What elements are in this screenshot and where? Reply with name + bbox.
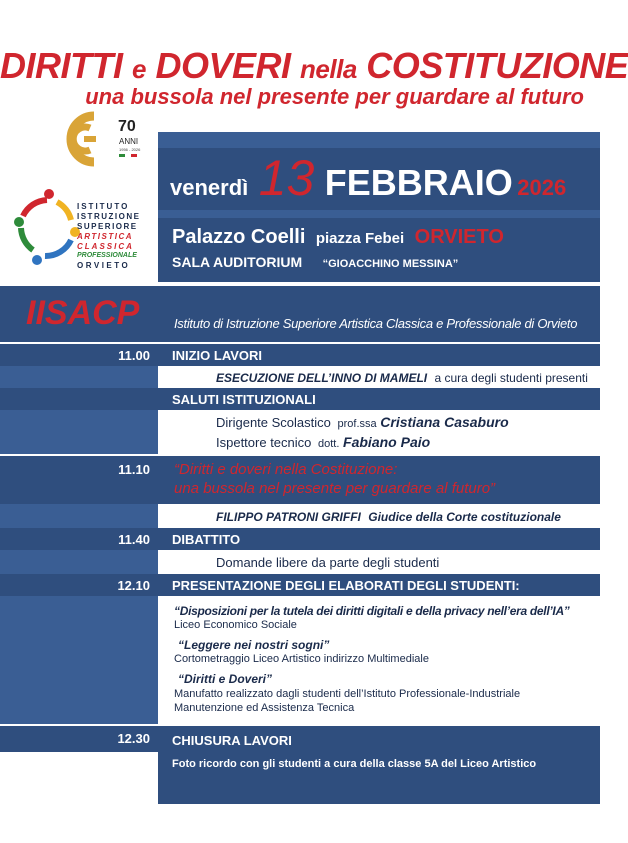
- logo-line: ISTITUTO: [77, 202, 130, 211]
- time-1140: 11.40: [118, 532, 150, 547]
- event-date: [170, 150, 566, 219]
- flag-icon: [119, 154, 137, 157]
- subtitle: una bussola nel presente per guardare al futuro: [85, 84, 584, 109]
- work3-desc-1: Manufatto realizzato dagli studenti dell’Istituto Professionale-Industriale: [174, 688, 521, 700]
- logo-line: ISTRUZIONE: [77, 212, 141, 221]
- title-word: DOVERI: [155, 45, 291, 86]
- school-full-name: Istituto di Istruzione Superiore Artistica Classica e Professionale di Orvieto: [174, 316, 578, 331]
- logo-line: ARTISTICA: [77, 232, 134, 241]
- logo-line: CLASSICA: [77, 242, 134, 251]
- school-logo: [15, 188, 160, 270]
- logo-line: SUPERIORE: [77, 222, 138, 231]
- isp-name: Fabiano Paio: [343, 434, 431, 450]
- left-strip: [0, 596, 158, 724]
- title-word: DIRITTI: [0, 45, 123, 86]
- people-circle-icon: [15, 188, 79, 270]
- logo-line: ORVIETO: [77, 261, 131, 270]
- work3-desc-2: Manutenzione ed Assistenza Tecnica: [174, 702, 355, 714]
- speaker-role: Giudice della Corte costituzionale: [368, 510, 561, 524]
- time-1100: 11.00: [118, 348, 150, 363]
- foto-text: Foto ricordo con gli studenti a cura della classe 5A del Liceo Artistico: [172, 758, 537, 770]
- inno-title: ESECUZIONE DELL’INNO DI MAMELI: [216, 371, 428, 385]
- work2-title: “Leggere nei nostri sogni”: [178, 638, 330, 652]
- speaker-name: FILIPPO PATRONI GRIFFI: [216, 510, 361, 524]
- left-strip: [0, 410, 158, 454]
- anniversary-word: ANNI: [119, 137, 139, 146]
- title-word: e: [132, 54, 146, 84]
- date-month: FEBBRAIO: [324, 162, 513, 203]
- time-1110: 11.10: [118, 462, 150, 477]
- venue-palace: Palazzo Coelli: [172, 226, 306, 248]
- cc-logo-icon: [60, 108, 116, 170]
- logo-line: PROFESSIONALE: [77, 252, 137, 259]
- venue-line2: [172, 254, 458, 272]
- domande-text: Domande libere da parte degli studenti: [216, 555, 440, 570]
- dir-name: Cristiana Casaburo: [380, 414, 509, 430]
- time-1210: 12.10: [117, 578, 150, 593]
- chiusura-label: CHIUSURA LAVORI: [172, 733, 292, 748]
- inno-note: a cura degli studenti presenti: [434, 371, 588, 385]
- anniversary-number: 70: [118, 118, 136, 135]
- dir-role: Dirigente Scolastico: [216, 415, 331, 430]
- ispettore-line: [216, 434, 430, 450]
- speaker-line: [216, 510, 561, 524]
- title-word: nella: [300, 54, 357, 84]
- isp-role: Ispettore tecnico: [216, 435, 312, 450]
- talk-title-1: “Diritti e doveri nella Costituzione:: [174, 461, 398, 478]
- left-strip: [0, 504, 158, 528]
- work1-title: “Disposizioni per la tutela dei diritti digitali e della privacy nell’era dell’IA”: [174, 604, 570, 618]
- date-day: venerdì: [170, 175, 249, 200]
- isp-title: dott.: [318, 438, 340, 450]
- date-year: 2026: [517, 175, 567, 200]
- presentazione-label: PRESENTAZIONE DEGLI ELABORATI DEGLI STUDENTI:: [172, 578, 520, 593]
- date-number: 13: [258, 150, 315, 206]
- work2-desc: Cortometraggio Liceo Artistico indirizzo Multimediale: [174, 653, 429, 665]
- title-word: COSTITUZIONE: [366, 45, 628, 86]
- venue-square: piazza Febei: [315, 230, 405, 247]
- main-title: [0, 45, 628, 89]
- dibattito-label: DIBATTITO: [172, 532, 241, 547]
- left-strip: [0, 366, 158, 388]
- dirigente-line: [216, 414, 509, 430]
- venue-hall-name: “GIOACCHINO MESSINA”: [322, 258, 459, 270]
- left-strip: [0, 550, 158, 574]
- panel-strip: [158, 132, 600, 148]
- inizio-label: INIZIO LAVORI: [172, 348, 263, 363]
- venue-hall: SALA AUDITORIUM: [172, 254, 303, 270]
- time-1230: 12.30: [117, 731, 150, 746]
- dir-title: prof.ssa: [337, 418, 377, 430]
- venue-line1: [172, 226, 504, 249]
- anniversary-logo: [60, 108, 160, 170]
- school-acronym: IISACP: [26, 294, 140, 332]
- anniversary-years: 1956 - 2026: [119, 147, 141, 152]
- work1-desc: Liceo Economico Sociale: [174, 619, 297, 631]
- venue-city: ORVIETO: [414, 226, 504, 248]
- work3-title: “Diritti e Doveri”: [178, 672, 273, 686]
- inno-line: [216, 371, 588, 385]
- saluti-label: SALUTI ISTITUZIONALI: [172, 392, 316, 407]
- talk-title-2: una bussola nel presente per guardare al futuro”: [174, 480, 496, 497]
